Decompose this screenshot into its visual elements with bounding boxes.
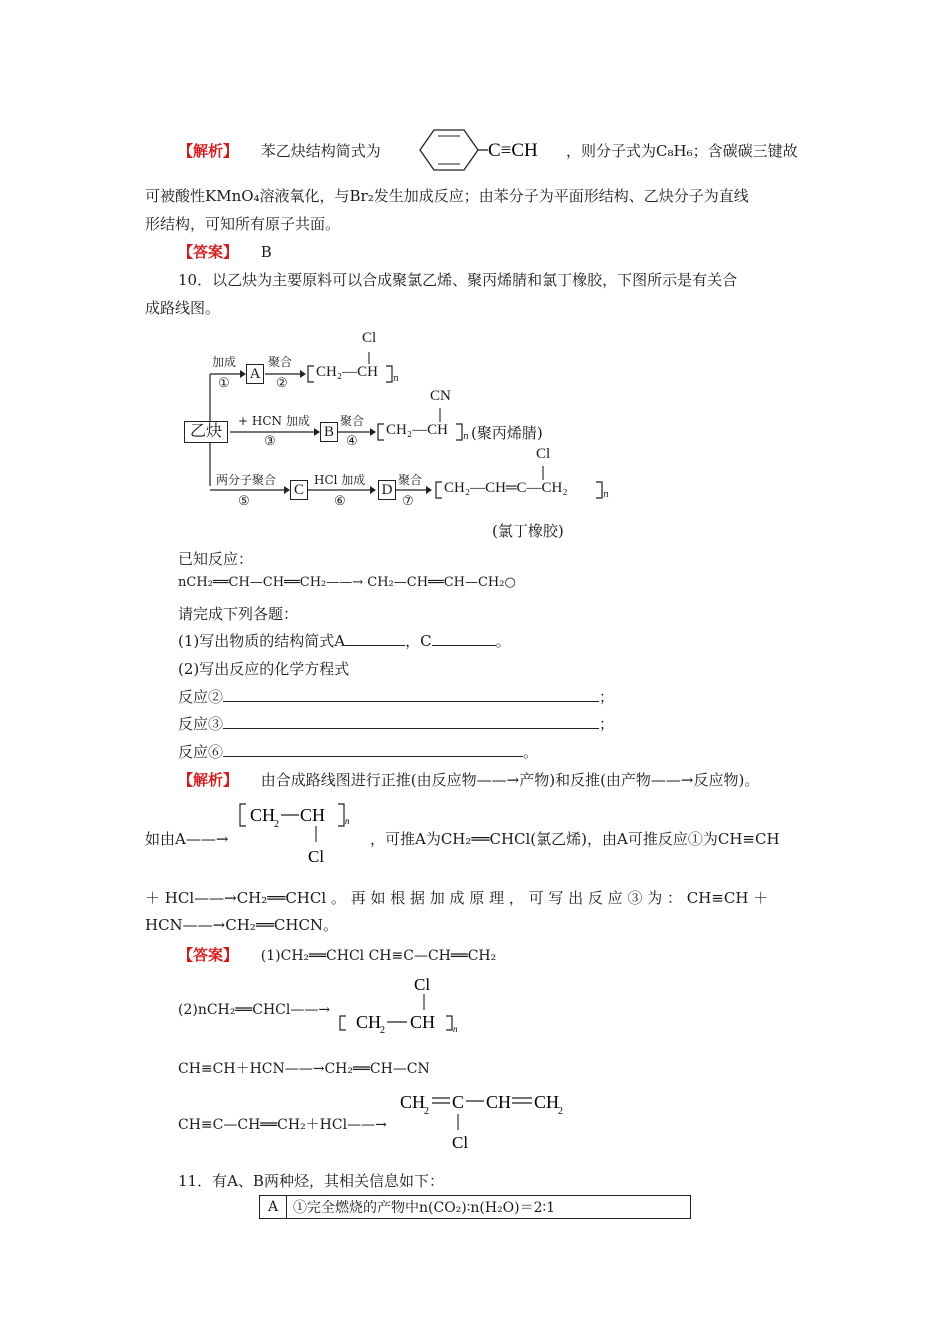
row1-polymer-main: CH₂—CH: [316, 364, 378, 380]
row2-polymer-main: CH₂—CH: [386, 422, 448, 438]
reaction-2-semicolon: ；: [599, 688, 615, 706]
q10-analysis-line1: [178, 769, 759, 790]
reaction-3-label: 反应③: [178, 715, 224, 733]
row3-n: n: [603, 490, 609, 500]
q9-answer: [178, 241, 272, 262]
row3-condition: 两分子聚合: [216, 473, 277, 487]
row3-polymer-main: CH₂—CH═C—CH₂: [444, 480, 568, 496]
svg-text:CH: CH: [534, 1092, 560, 1112]
pvc-structure-answer: [334, 970, 464, 1034]
row3-condition2: HCl 加成: [314, 473, 366, 487]
table-row: [260, 1196, 691, 1219]
row2-condition: + HCN 加成: [238, 414, 310, 428]
phenylacetylene-structure: [400, 126, 560, 174]
reaction-2-label: 反应②: [178, 688, 224, 706]
q10-answer-1: (1)CH₂══CHCl CH≡C—CH══CH₂: [260, 948, 497, 964]
q9-answer-value: B: [260, 243, 272, 261]
q9-line1-prefix: 苯乙炔结构简式为: [260, 142, 381, 160]
pvc-analysis-n: n: [345, 816, 350, 826]
sub1-text-a: (1)写出物质的结构简式A: [178, 632, 346, 650]
compound-c-box: C: [290, 480, 308, 500]
q11-info-table: [259, 1195, 691, 1219]
row1-substituent: Cl: [362, 330, 377, 346]
row1-step-number: ①: [218, 376, 230, 391]
svg-text:CH: CH: [486, 1092, 512, 1112]
reaction-6-blank[interactable]: [223, 742, 523, 757]
q10-answer-2-prefix: (2)nCH₂══CHCl——→: [178, 1002, 331, 1018]
row2-step-number2: ④: [346, 434, 358, 449]
reaction-3-line: [178, 713, 614, 734]
svg-text:CH: CH: [400, 1092, 426, 1112]
q10-answer-line1: [178, 944, 496, 965]
row3-step-number: ⑤: [238, 494, 250, 509]
q10-analysis-line3: ＋ HCl——→CH₂══CHCl 。 再 如 根 据 加 成 原 理 ， 可 写 出 反 应 ③ 为 ： CH≡CH ＋: [145, 889, 769, 907]
reaction-6-period: 。: [523, 743, 539, 761]
row3-condition3: 聚合: [398, 473, 423, 487]
known-reaction-title: 已知反应：: [178, 550, 254, 568]
reaction-2-line: [178, 686, 614, 707]
sub1-text-b: ，C: [405, 632, 432, 650]
q9-line3: 形结构，可知所有原子共面。: [145, 215, 341, 233]
svg-text:2: 2: [274, 819, 279, 830]
chloroprene-structure-answer: [398, 1086, 578, 1152]
q11-stem: 11．有A、B两种烃，其相关信息如下：: [178, 1172, 444, 1190]
svg-text:2: 2: [558, 1106, 563, 1117]
pvc-answer-cl: Cl: [414, 975, 431, 994]
compound-d-box: D: [378, 480, 396, 500]
row2-n: n: [463, 432, 469, 442]
svg-text:CH: CH: [250, 805, 276, 825]
row3-step-number3: ⑦: [402, 494, 414, 509]
svg-text:C: C: [452, 1092, 465, 1112]
compound-a-box: A: [246, 364, 264, 384]
q9-analysis-line1: [178, 140, 381, 161]
q9-line1-suffix: ，则分子式为C₈H₆；含碳碳三键故: [566, 142, 798, 160]
synthesis-scheme: [180, 326, 620, 546]
q10-answer-4-prefix: CH≡C—CH══CH₂＋HCl——→: [178, 1117, 387, 1133]
task-intro: 请完成下列各题：: [178, 605, 299, 623]
reaction-2-blank[interactable]: [223, 687, 599, 702]
pvc-answer-n: n: [453, 1024, 458, 1034]
q10-analysis-line4: HCN——→CH₂══CHCN。: [145, 916, 339, 934]
compound-b-box: B: [320, 422, 338, 442]
chloroprene-cl: Cl: [452, 1133, 469, 1152]
row1-n: n: [393, 374, 399, 384]
blank-a[interactable]: [345, 631, 405, 646]
q10-stem-line2: 成路线图。: [145, 299, 221, 317]
svg-text:CH: CH: [356, 1012, 382, 1032]
reaction-3-semicolon: ；: [599, 715, 615, 733]
q9-line2: 可被酸性KMnO₄溶液氧化，与Br₂发生加成反应；由苯分子为平面形结构、乙炔分子为直线: [145, 187, 749, 205]
reaction-6-line: [178, 741, 538, 762]
svg-text:CH: CH: [410, 1012, 436, 1032]
known-reaction-equation: nCH₂══CH—CH══CH₂——→ CH₂—CH══CH—CH₂○: [178, 575, 516, 590]
analysis-tag: 【解析】: [178, 142, 239, 160]
pvc-analysis-cl: Cl: [308, 847, 325, 866]
sub1-text-c: 。: [495, 632, 511, 650]
start-acetylene-box: 乙炔: [184, 421, 228, 443]
sub-question-1: [178, 630, 511, 651]
analysis-tag: 【解析】: [178, 771, 239, 789]
sub-question-2: (2)写出反应的化学方程式: [178, 660, 350, 678]
svg-text:CH: CH: [300, 805, 326, 825]
blank-c[interactable]: [432, 631, 496, 646]
phenylacetylene-alkyne: C≡CH: [488, 140, 538, 161]
row3-step-number2: ⑥: [334, 494, 346, 509]
row2-polymer-name: (聚丙烯腈): [471, 424, 543, 442]
row2-condition2: 聚合: [340, 414, 365, 428]
q10-stem-line1: 10．以乙炔为主要原料可以合成聚氯乙烯、聚丙烯腈和氯丁橡胶，下图所示是有关合: [178, 271, 738, 289]
q10-analysis-line2b: ，可推A为CH₂══CHCl(氯乙烯)，由A可推反应①为CH≡CH: [370, 830, 780, 848]
svg-text:2: 2: [424, 1106, 429, 1117]
table-row-label: A: [260, 1196, 287, 1219]
answer-tag: 【答案】: [178, 946, 239, 964]
pvc-structure-analysis: [234, 796, 364, 868]
row1-condition: 加成: [212, 355, 237, 369]
row3-polymer-name: (氯丁橡胶): [492, 522, 564, 540]
row1-condition2: 聚合: [268, 355, 293, 369]
q10-answer-3: CH≡CH＋HCN——→CH₂══CH—CN: [178, 1061, 430, 1077]
reaction-6-label: 反应⑥: [178, 743, 224, 761]
row2-substituent: CN: [430, 388, 451, 404]
row1-step-number2: ②: [276, 376, 288, 391]
q10-analysis-text1: 由合成路线图进行正推(由反应物——→产物)和反推(由产物——→反应物)。: [260, 771, 760, 789]
row3-substituent: Cl: [536, 446, 551, 462]
reaction-3-blank[interactable]: [223, 714, 599, 729]
answer-tag: 【答案】: [178, 243, 239, 261]
table-row-text: ①完全燃烧的产物中n(CO₂)∶n(H₂O)＝2∶1: [287, 1196, 691, 1219]
svg-text:2: 2: [380, 1025, 385, 1034]
row2-step-number: ③: [264, 434, 276, 449]
q10-analysis-line2a: 如由A——→: [145, 830, 229, 848]
